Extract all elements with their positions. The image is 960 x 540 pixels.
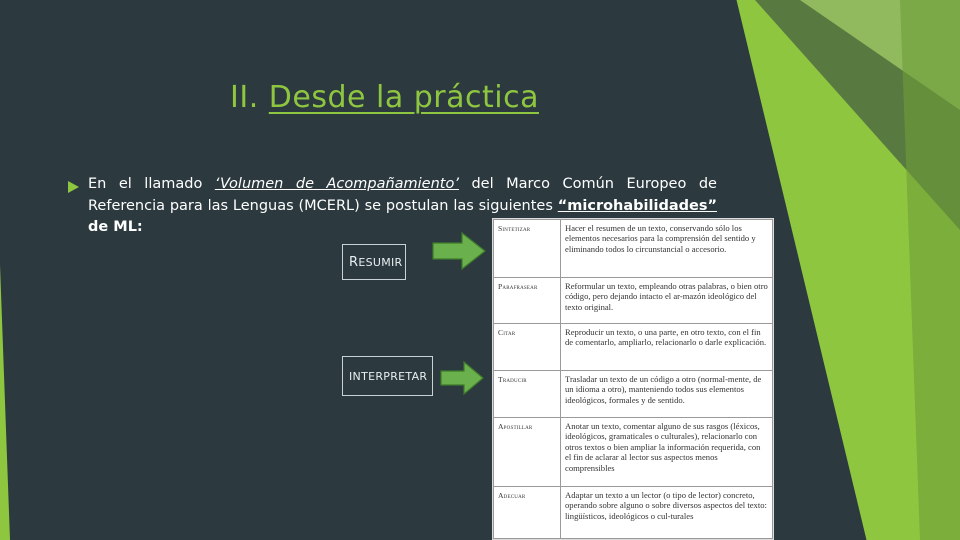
interpretar-label: INTERPRETAR <box>349 369 428 383</box>
table-definition: Trasladar un texto de un código a otro (normal-mente, de un idioma a otro), manteniendo todos sus elementos ideológicos, formales y de sentido. <box>561 371 773 418</box>
table-term: Sintetizar <box>494 220 561 278</box>
table-row <box>494 371 773 418</box>
resumir-box <box>342 244 406 280</box>
table-definition: Adaptar un texto a un lector (o tipo de lector) concreto, operando sobre alguno o sobre diversos aspectos del texto: lingüísticos, ideológicos o cul-turales <box>561 487 773 539</box>
interpretar-box <box>342 356 433 396</box>
resumir-initial: R <box>349 254 359 270</box>
definitions-table <box>493 219 773 539</box>
table-definition: Hacer el resumen de un texto, conservando sólo los elementos necesarios para la comprensión del sentido y eliminando todos lo circunstancial o accesorio. <box>561 220 773 278</box>
para-lead: En el llamado <box>88 176 215 192</box>
slide-title <box>230 80 539 115</box>
table-row <box>494 278 773 324</box>
table-term: Adecuar <box>494 487 561 539</box>
arrow-right-icon-interpretar <box>440 361 484 395</box>
table-definition: Anotar un texto, comentar alguno de sus rasgos (léxicos, ideológicos, gramaticales o culturales), relacionarlo con otros textos o bien ampliar la información requerida, con el fin de aclarar al lector sus aspectos menos comprensibles <box>561 418 773 487</box>
arrow-right-icon-resumir <box>432 232 486 270</box>
para-middle: del Marco Común Europeo de Referencia para las Lenguas (MCERL) se postulan las siguientes <box>88 176 717 214</box>
para-tail: de ML: <box>88 219 143 235</box>
table-term: Citar <box>494 324 561 371</box>
resumir-rest: ESUMIR <box>358 255 403 269</box>
title-text: Desde la práctica <box>268 80 539 115</box>
table-row <box>494 487 773 539</box>
para-book-title: ‘Volumen de Acompañamiento’ <box>214 176 459 192</box>
table-term: Parafrasear <box>494 278 561 324</box>
table-row <box>494 324 773 371</box>
title-numeral: II. <box>230 80 259 115</box>
left-green-stripe <box>0 265 10 540</box>
table-row <box>494 220 773 278</box>
table-definition: Reformular un texto, empleando otras palabras, o bien otro código, pero dejando intacto el ar-mazón ideológico del texto original. <box>561 278 773 324</box>
table-row <box>494 418 773 487</box>
table-definition: Reproducir un texto, o una parte, en otro texto, con el fin de comentarlo, ampliarlo, relacionarlo o darle explicación. <box>561 324 773 371</box>
para-microhabilidades: “microhabilidades” <box>557 197 717 214</box>
microhabilidades-table <box>492 218 774 540</box>
table-term: Traducir <box>494 371 561 418</box>
table-term: Apostillar <box>494 418 561 487</box>
bullet-icon <box>68 181 79 193</box>
